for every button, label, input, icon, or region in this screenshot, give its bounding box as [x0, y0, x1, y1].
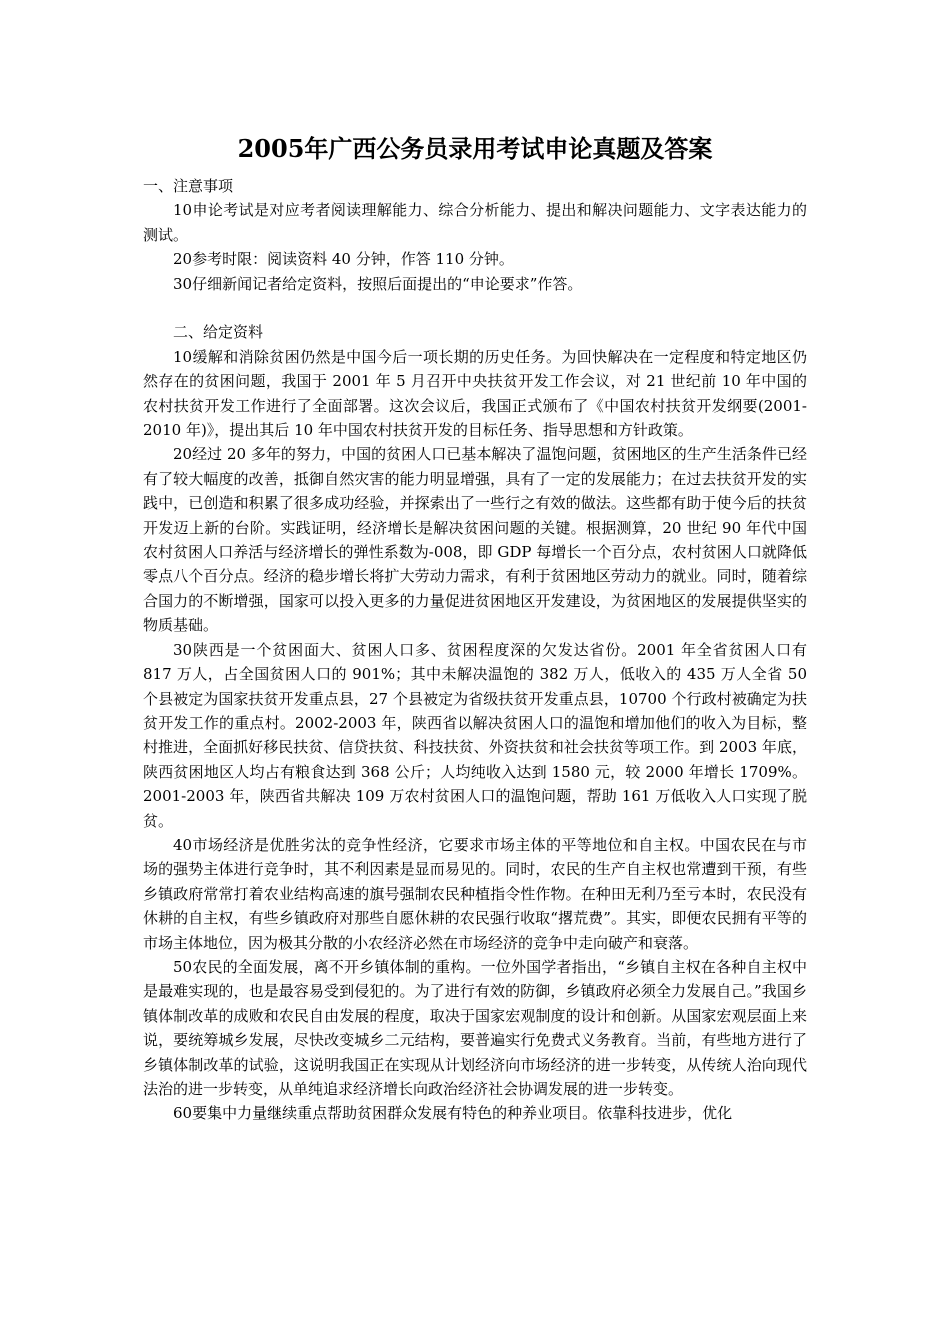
notes-item: 30仔细新闻记者给定资料，按照后面提出的“申论要求”作答。	[173, 274, 583, 293]
material-paragraph: 40市场经济是优胜劣汰的竞争性经济，它要求市场主体的平等地位和自主权。中国农民在与市场的强势主体进行竞争时，其不利因素是显而易见的。同时，农民的生产自主权也常遭到干预，有些乡镇政府常常打着农业结构高速的旗号强制农民种植指令性作物。在种田无利乃至亏本时，农民没有休耕的自主权，有些乡镇政府对那些自愿休耕的农民强行收取“撂荒费”。其实，即便农民拥有平等的市场主体地位，因为极其分散的小农经济必然在市场经济的竞争中走向破产和衰落。	[143, 835, 807, 952]
material-paragraph: 50农民的全面发展，离不开乡镇体制的重构。一位外国学者指出，“乡镇自主权在各种自主权中是最难实现的，也是最容易受到侵犯的。为了进行有效的防御，乡镇政府必须全力发展自己。”我国乡镇体制改革的成败和农民自由发展的程度，取决于国家宏观制度的设计和创新。从国家宏观层面上来说，要统筹城乡发展，尽快改变城乡二元结构，要普遍实行免费式义务教育。当前，有些地方进行了乡镇体制改革的试验，这说明我国正在实现从计划经济向市场经济的进一步转变，从传统人治向现代法治的进一步转变，从单纯追求经济增长向政治经济社会协调发展的进一步转变。	[143, 957, 807, 1099]
material-paragraph: 20经过 20 多年的努力，中国的贫困人口已基本解决了温饱问题，贫困地区的生产生活条件已经有了较大幅度的改善，抵御自然灾害的能力明显增强，具有了一定的发展能力；在过去扶贫开发的实践中，已创造和积累了很多成功经验，并探索出了一些行之有效的做法。这些都有助于使今后的扶贫开发迈上新的台阶。实践证明，经济增长是解决贫困问题的关键。根据测算，20 世纪 90 年代中国农村贫困人口养活与经济增长的弹性系数为-008，即 GDP 每增长一个百分点，农村贫困人口就降低零点八个百分点。经济的稳步增长将扩大劳动力需求，有利于贫困地区劳动力的就业。同时，随着综合国力的不断增强，国家可以投入更多的力量促进贫困地区开发建设，为贫困地区的发展提供坚实的物质基础。	[143, 445, 807, 635]
material-paragraph: 60要集中力量继续重点帮助贫困群众发展有特色的种养业项目。依靠科技进步，优化	[173, 1104, 733, 1123]
notes-item: 10申论考试是对应考者阅读理解能力、综合分析能力、提出和解决问题能力、文字表达能力的测试。	[143, 201, 807, 244]
material-paragraph: 30陕西是一个贫困面大、贫困人口多、贫困程度深的欠发达省份。2001 年全省贫困人口有 817 万人，占全国贫困人口的 901%；其中未解决温饱的 382 万人，低收入的 435 万人全省 50 个县被定为国家扶贫开发重点县，27 个县被定为省级扶贫开发重点县，10700 个行政村被确定为扶贫开发工作的重点村。2002-2003 年，陕西省以解决贫困人口的温饱和增加他们的收入为目标，整村推进，全面抓好移民扶贫、信贷扶贫、科技扶贫、外资扶贫和社会扶贫等项工作。到 2003 年底，陕西贫困地区人均占有粮食达到 368 公斤；人均纯收入达到 1580 元，较 2000 年增长 1709%。2001-2003 年，陕西省共解决 109 万农村贫困人口的温饱问题，帮助 161 万低收入人口实现了脱贫。	[143, 640, 807, 830]
document-body	[143, 174, 807, 1126]
material-paragraph: 10缓解和消除贫困仍然是中国今后一项长期的历史任务。为回快解决在一定程度和特定地区仍然存在的贫困问题，我国于 2001 年 5 月召开中央扶贫开发工作会议，对 21 世纪前 10 年中国的农村扶贫开发工作进行了全面部署。这次会议后，我国正式颁布了《中国农村扶贫开发纲要(2001-2010 年)》，提出其后 10 年中国农村扶贫开发的目标任务、指导思想和方针政策。	[143, 347, 807, 440]
document-title: 2005年广西公务员录用考试申论真题及答案	[237, 134, 713, 163]
section-heading-notes: 一、注意事项	[143, 177, 234, 195]
notes-item: 20参考时限：阅读资料 40 分钟，作答 110 分钟。	[173, 250, 514, 269]
section-heading-materials: 二、给定资料	[173, 323, 264, 342]
blank-line	[143, 296, 807, 320]
